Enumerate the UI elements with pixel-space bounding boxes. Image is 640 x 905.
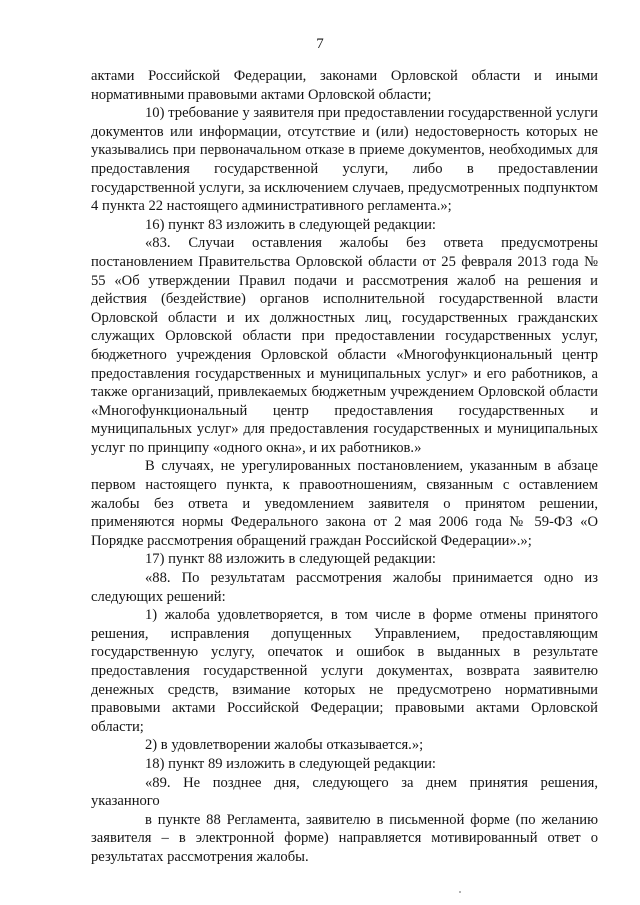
paragraph-clause-88: «88. По результатам рассмотрения жалобы принимается одно из следующих решений: xyxy=(91,570,598,605)
paragraph-item-16: 16) пункт 83 изложить в следующей редакции: xyxy=(145,216,436,233)
document-body xyxy=(91,67,598,867)
paragraph-item-18: 18) пункт 89 изложить в следующей редакции: xyxy=(145,755,436,772)
paragraph-clause-89-end: в пункте 88 Регламента, заявителю в письменной форме (по желанию заявителя – в электронной форме) направляется мотивированный ответ о результатах рассмотрения жалобы. xyxy=(91,811,598,865)
paragraph-continuation: актами Российской Федерации, законами Орловской области и иными нормативными правовыми актами Орловской области; xyxy=(91,68,598,103)
paragraph-clause-88-option-2: 2) в удовлетворении жалобы отказывается.»; xyxy=(145,737,424,754)
paragraph-item-17: 17) пункт 88 изложить в следующей редакции: xyxy=(145,551,436,568)
paragraph-item-10: 10) требование у заявителя при предоставлении государственной услуги документов или информации, отсутствие и (или) недостоверность которых не указывались при первоначальном отказе в приеме документов, необходимых для предоставления государственной услуги, либо в предоставлении государственной услуги, за исключением случаев, предусмотренных подпунктом 4 пункта 22 настоящего административного регламента.»; xyxy=(91,105,598,215)
page-number: 7 xyxy=(316,36,324,52)
paragraph-clause-83-second: В случаях, не урегулированных постановлением, указанным в абзаце первом настоящего пункта, к правоотношениям, связанным с оставлением жалобы без ответа и уведомлением заявителя о принятом решении, применяются нормы Федерального закона от 2 мая 2006 года № 59-ФЗ «О Порядке рассмотрения обращений граждан Российской Федерации».»; xyxy=(91,458,598,549)
paragraph-clause-88-option-1: 1) жалоба удовлетворяется, в том числе в форме отмены принятого решения, исправления допущенных Управлением, предоставляющим государственную услугу, опечаток и ошибок в выданных в результате предоставления государственной услуги документах, возврата заявителю денежных средств, взимание которых не предусмотрено нормативными правовыми актами Российской Федерации; правовыми актами Орловской области; xyxy=(91,607,598,735)
paragraph-clause-89-start: «89. Не позднее дня, следующего за днем принятия решения, указанного xyxy=(91,774,598,810)
scan-speck xyxy=(459,891,461,893)
paragraph-clause-83: «83. Случаи оставления жалобы без ответа предусмотрены постановлением Правительства Орловской области от 25 февраля 2013 года № 55 «Об утверждении Правил подачи и рассмотрения жалоб на решения и действия (бездействие) органов исполнительной государственной власти Орловской области и их должностных лиц, государственных гражданских служащих Орловской области при предоставлении государственных услуг, бюджетного учреждения Орловской области «Многофункциональный центр предоставления государственных и муниципальных услуг» и его работников, а также организаций, привлекаемых бюджетным учреждением Орловской области «Многофункциональный центр предоставления государственных и муниципальных услуг» для предоставления государственных и муниципальных услуг по принципу «одного окна», и их работников.» xyxy=(91,235,598,456)
